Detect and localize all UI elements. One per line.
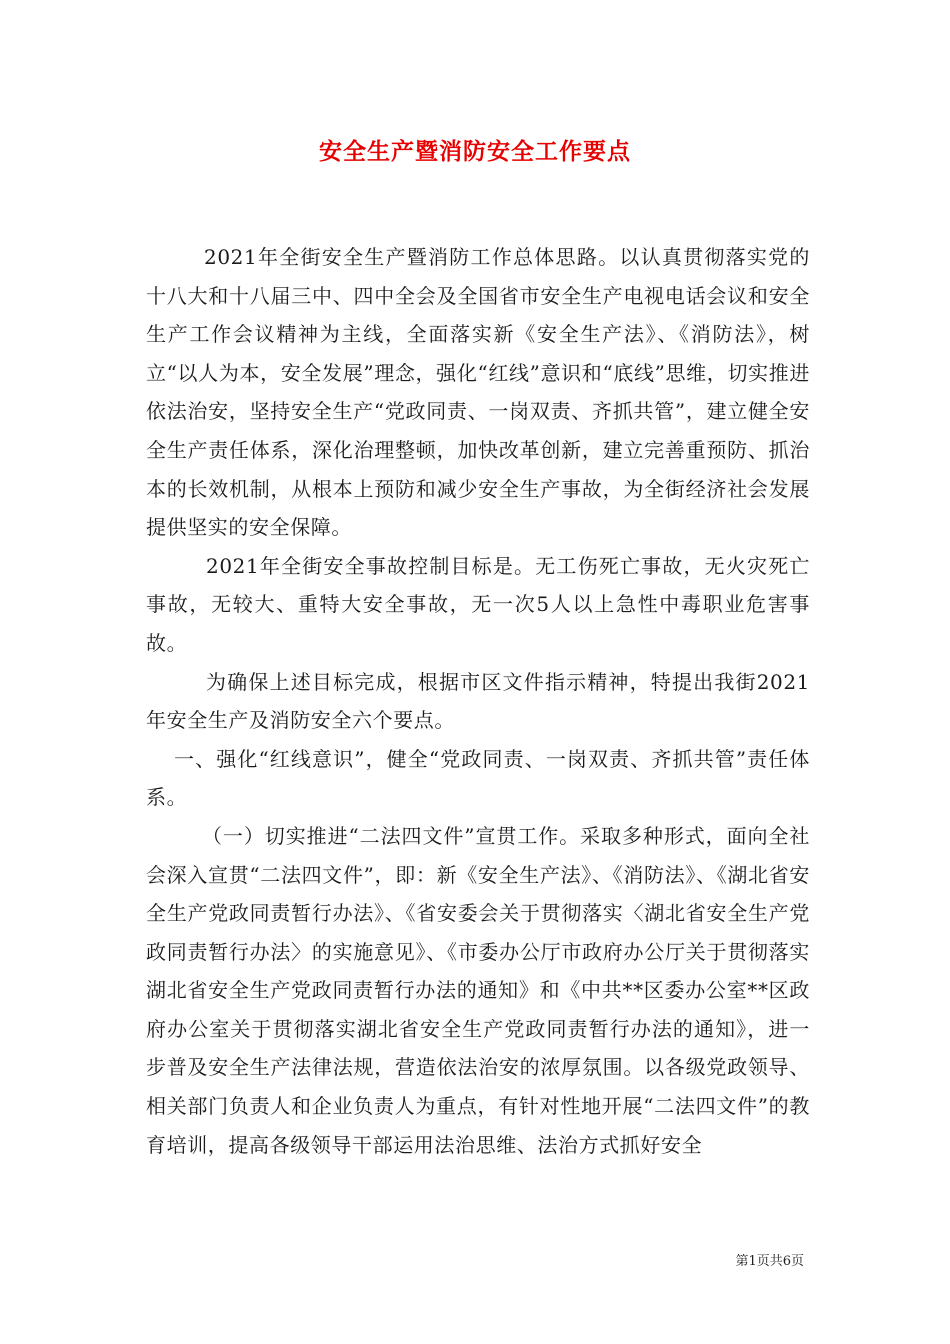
document-body xyxy=(146,238,810,1164)
paragraph-purpose: 为确保上述目标完成，根据市区文件指示精神，特提出我街2021年安全生产及消防安全六个要点。 xyxy=(146,669,810,733)
page-title: 安全生产暨消防安全工作要点 xyxy=(319,139,631,165)
paragraph-control-targets: 2021年全街安全事故控制目标是。无工伤死亡事故，无火灾死亡事故，无较大、重特大安全事故，无一次5人以上急性中毒职业危害事故。 xyxy=(146,553,810,655)
section-heading-one: 一、强化“红线意识”，健全“党政同责、一岗双责、齐抓共管”责任体系。 xyxy=(146,746,810,810)
paragraph-overall-approach: 2021年全街安全生产暨消防工作总体思路。以认真贯彻落实党的十八大和十八届三中、四中全会及全国省市安全生产电视电话会议和安全生产工作会议精神为主线，全面落实新《安全生产法》、《消防法》，树立“以人为本，安全发展”理念，强化“红线”意识和“底线”思维，切实推进依法治安，坚持安全生产“党政同责、一岗双责、齐抓共管”，建立健全安全生产责任体系，深化治理整顿，加快改革创新，建立完善重预防、抓治本的长效机制，从根本上预防和减少安全生产事故，为全街经济社会发展提供坚实的安全保障。 xyxy=(146,245,810,540)
page-number: 第1页共6页 xyxy=(735,1254,804,1269)
paragraph-item-one: （一）切实推进“二法四文件”宣贯工作。采取多种形式，面向全社会深入宣贯“二法四文件”，即：新《安全生产法》、《消防法》、《湖北省安全生产党政同责暂行办法》、《省安委会关于贯彻落实〈湖北省安全生产党政同责暂行办法〉的实施意见》、《市委办公厅市政府办公厅关于贯彻落实湖北省安全生产党政同责暂行办法的通知》和《中共**区委办公室**区政府办公室关于贯彻落实湖北省安全生产党政同责暂行办法的通知》，进一步普及安全生产法律法规，营造依法治安的浓厚氛围。以各级党政领导、相关部门负责人和企业负责人为重点，有针对性地开展“二法四文件”的教育培训，提高各级领导干部运用法治思维、法治方式抓好安全 xyxy=(146,823,810,1157)
